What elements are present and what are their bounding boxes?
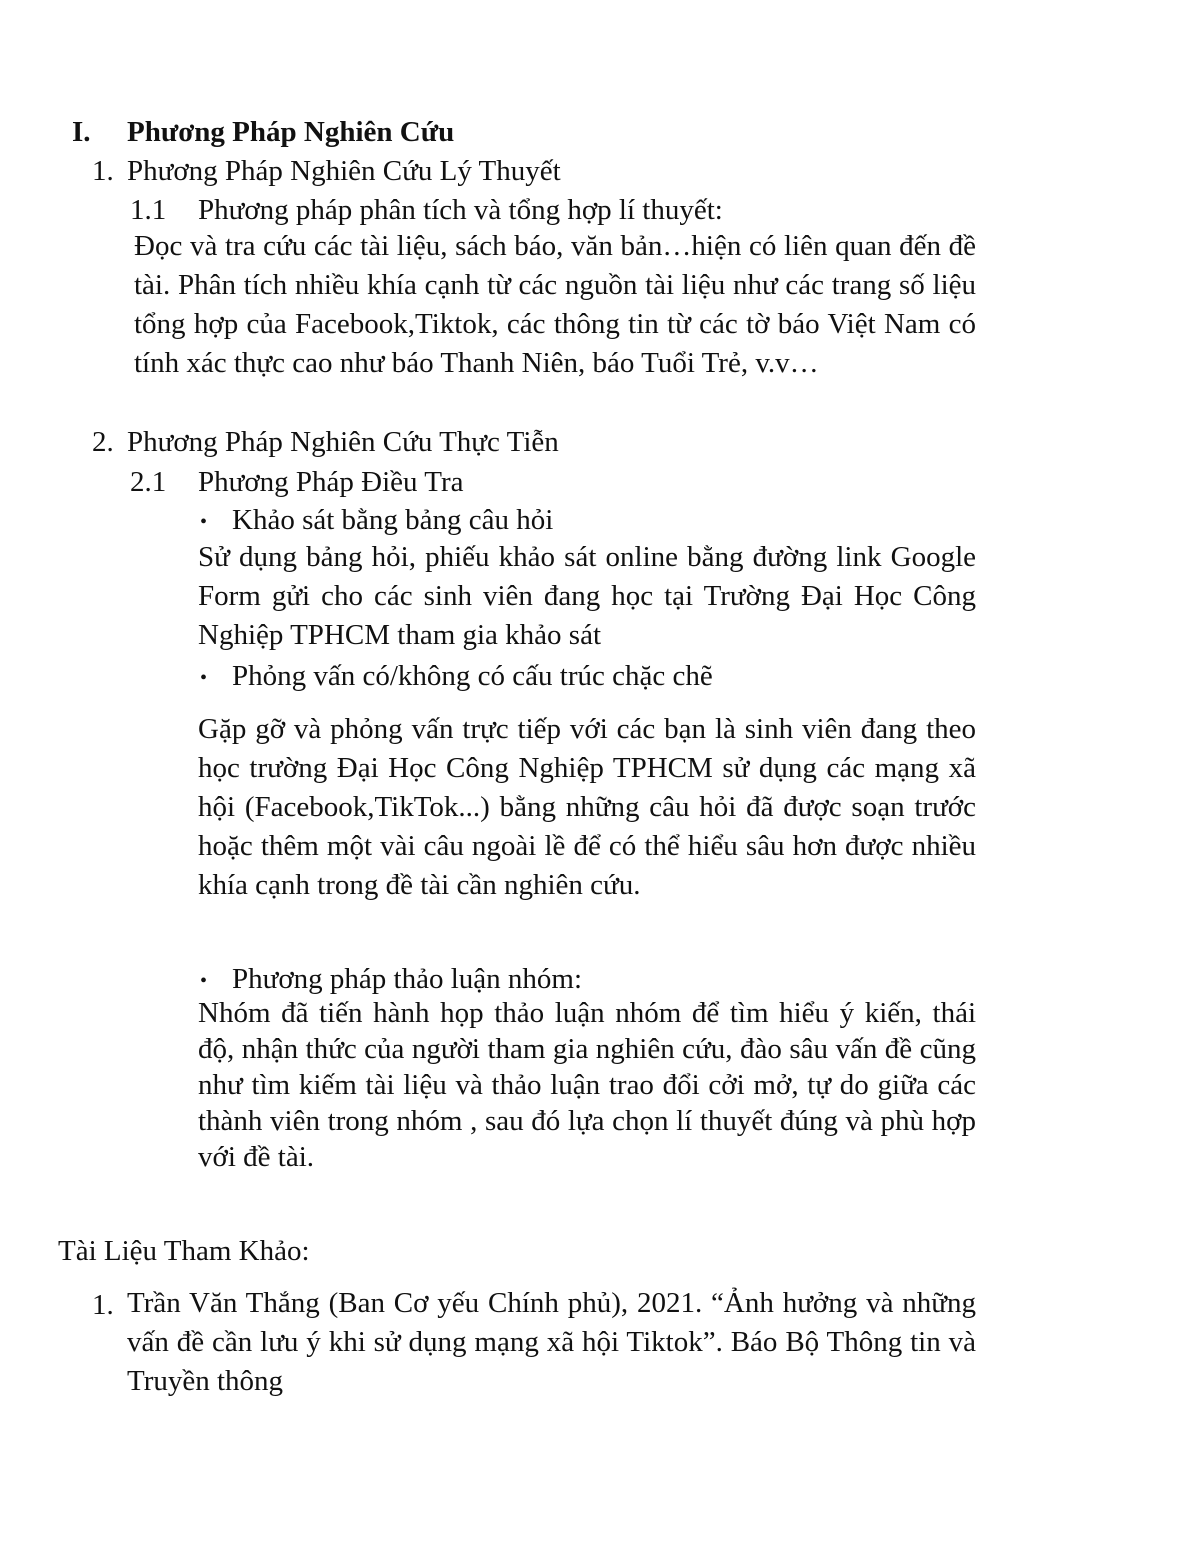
subsection-2-marker: 2. (92, 426, 114, 458)
bullet-3-glyph: • (200, 970, 208, 992)
bullet-3-title: Phương pháp thảo luận nhóm: (232, 963, 583, 995)
bullet-1-glyph: • (200, 511, 208, 533)
reference-1-text: Trần Văn Thắng (Ban Cơ yếu Chính phủ), 2021. “Ảnh hưởng và những vấn đề cần lưu ý khi sử dụng mạng xã hội Tiktok”. Báo Bộ Thông tin và Truyền thông (127, 1287, 976, 1397)
bullet-2-glyph: • (200, 667, 208, 689)
bullet-2-body: Gặp gỡ và phỏng vấn trực tiếp với các bạn là sinh viên đang theo học trường Đại Học Công Nghiệp TPHCM sử dụng các mạng xã hội (Facebook,TikTok...) bằng những câu hỏi đã được soạn trước hoặc thêm một vài câu ngoài lề để có thể hiểu sâu hơn được nhiều khía cạnh trong đề tài cần nghiên cứu. (198, 713, 976, 901)
references-heading: Tài Liệu Tham Khảo: (58, 1235, 310, 1267)
item-1-1-marker: 1.1 (130, 194, 167, 226)
section-title: Phương Pháp Nghiên Cứu (127, 116, 455, 148)
item-2-1-title: Phương Pháp Điều Tra (198, 466, 464, 498)
item-1-1-title: Phương pháp phân tích và tổng hợp lí thuyết: (198, 194, 723, 226)
section-marker: I. (72, 116, 91, 148)
bullet-1-body: Sử dụng bảng hỏi, phiếu khảo sát online bằng đường link Google Form gửi cho các sinh viên đang học tại Trường Đại Học Công Nghiệp TPHCM tham gia khảo sát (198, 541, 976, 651)
subsection-2-title: Phương Pháp Nghiên Cứu Thực Tiễn (127, 426, 559, 458)
item-1-1-body: Đọc và tra cứu các tài liệu, sách báo, văn bản…hiện có liên quan đến đề tài. Phân tích nhiều khía cạnh từ các nguồn tài liệu như các trang số liệu tổng hợp của Facebook,Tiktok, các thông tin từ các tờ báo Việt Nam có tính xác thực cao như báo Thanh Niên, báo Tuổi Trẻ, v.v… (134, 230, 976, 379)
subsection-1-title: Phương Pháp Nghiên Cứu Lý Thuyết (127, 155, 561, 187)
subsection-1-marker: 1. (92, 155, 114, 187)
reference-1-marker: 1. (92, 1289, 114, 1321)
item-2-1-marker: 2.1 (130, 466, 167, 498)
bullet-3-body: Nhóm đã tiến hành họp thảo luận nhóm để tìm hiểu ý kiến, thái độ, nhận thức của người tham gia nghiên cứu, đào sâu vấn đề cũng như tìm kiếm tài liệu và thảo luận trao đổi cởi mở, tự do giữa các thành viên trong nhóm , sau đó lựa chọn lí thuyết đúng và phù hợp với đề tài. (198, 997, 976, 1173)
bullet-1-title: Khảo sát bằng bảng câu hỏi (232, 504, 554, 536)
bullet-2-title: Phỏng vấn có/không có cấu trúc chặc chẽ (232, 660, 713, 692)
